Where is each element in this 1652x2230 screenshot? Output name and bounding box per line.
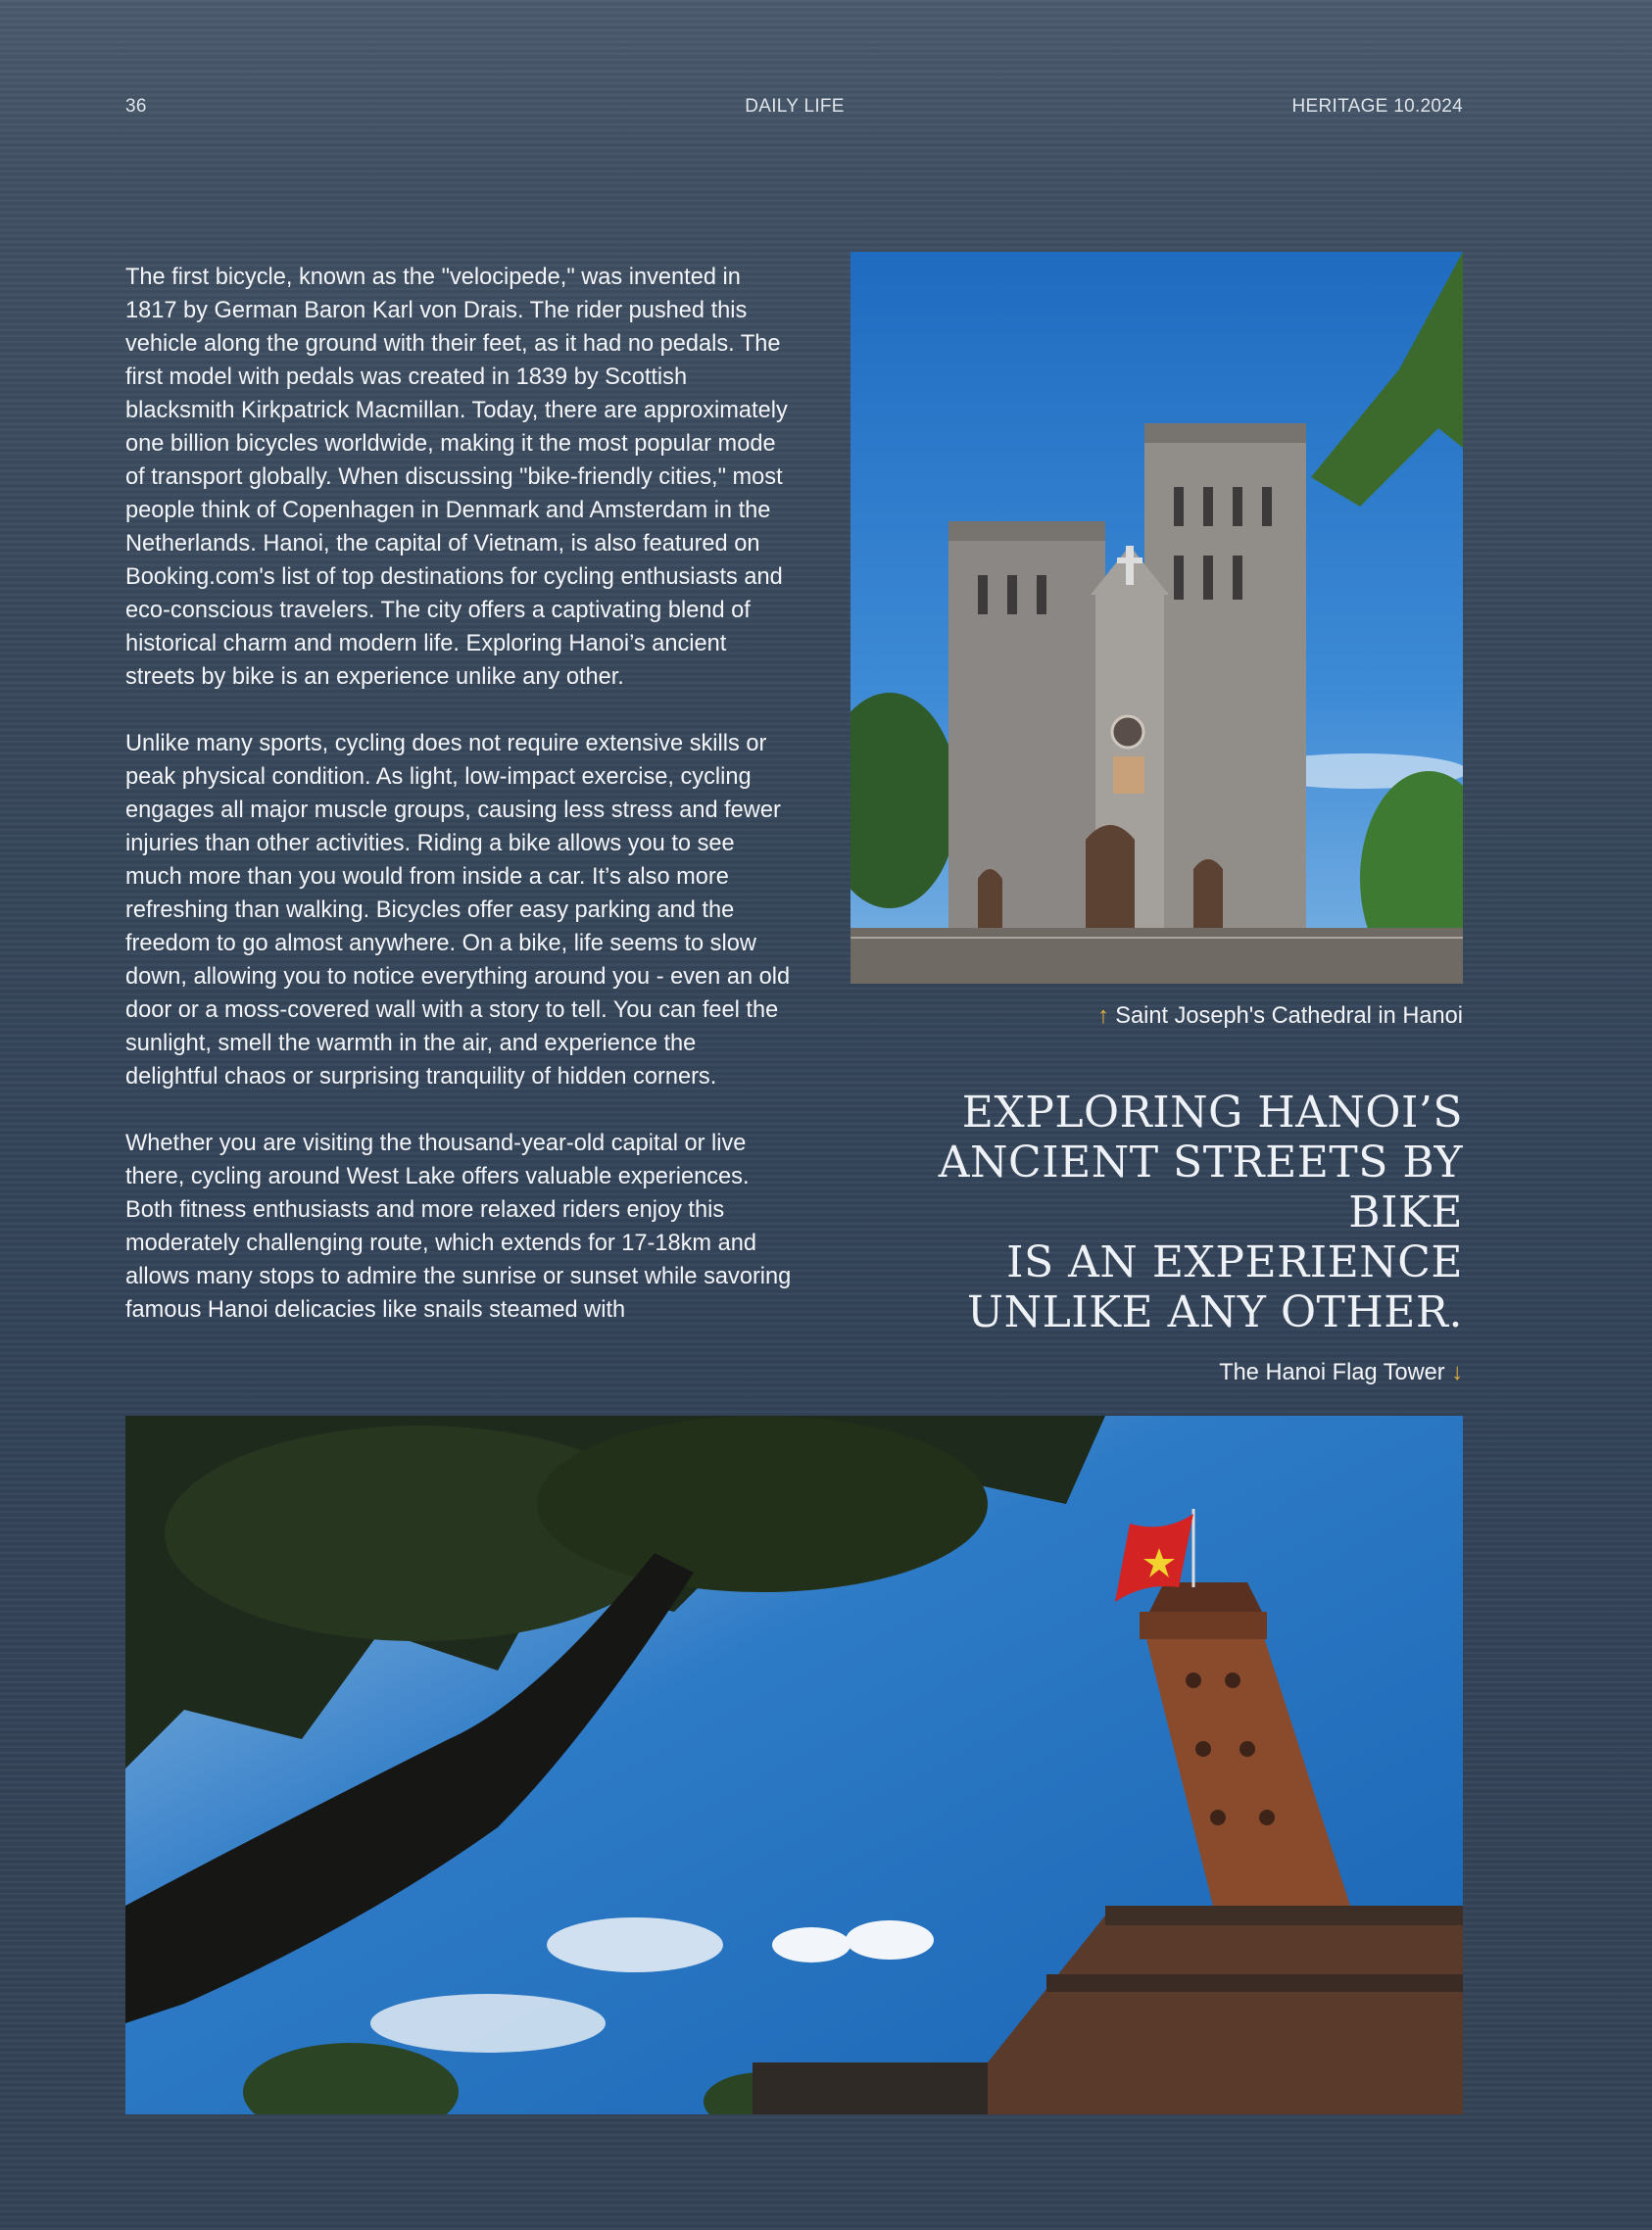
flag-tower-caption <box>1219 1360 1463 1386</box>
section-title: DAILY LIFE <box>745 96 845 117</box>
paragraph-3: Whether you are visiting the thousand-year-old capital or live there, cycling around West Lake offers valuable experiences. Both fitness enthusiasts and more relaxed riders enjoy this moderately challenging route, which extends for 17-18km and allows many stops to admire the sunrise or sunset while savoring famous Hanoi delicacies like snails steamed with <box>125 1131 792 1323</box>
issue-label: HERITAGE 10.2024 <box>1291 96 1463 117</box>
cathedral-caption-text: Saint Joseph's Cathedral in Hanoi <box>1115 1003 1463 1029</box>
flag-tower-caption-text: The Hanoi Flag Tower <box>1219 1360 1445 1385</box>
pull-quote-line: IS AN EXPERIENCE <box>1006 1237 1463 1287</box>
cathedral-caption <box>1097 1003 1463 1030</box>
pull-quote-line: UNLIKE ANY OTHER. <box>967 1287 1463 1337</box>
pull-quote-line: EXPLORING HANOI’S <box>961 1088 1463 1138</box>
pull-quote <box>855 1088 1463 1337</box>
cathedral-photo <box>850 252 1463 984</box>
page-number: 36 <box>125 96 147 117</box>
pull-quote-line: ANCIENT STREETS BY BIKE <box>938 1138 1463 1237</box>
article-body <box>125 261 792 1360</box>
arrow-down-icon: ↓ <box>1451 1360 1463 1385</box>
paragraph-1: The first bicycle, known as the "velocipede," was invented in 1817 by German Baron Karl von Drais. The rider pushed this vehicle along the ground with their feet, as it had no pedals. The first model with pedals was created in 1839 by Scottish blacksmith Kirkpatrick Macmillan. Today, there are approximately one billion bicycles worldwide, making it the most popular mode of transport globally. When discussing "bike-friendly cities," most people think of Copenhagen in Denmark and Amsterdam in the Netherlands. Hanoi, the capital of Vietnam, is also featured on Booking.com's list of top destinations for cycling enthusiasts and eco-conscious travelers. The city offers a captivating blend of historical charm and modern life. Exploring Hanoi’s ancient streets by bike is an experience unlike any other. <box>125 265 788 690</box>
arrow-up-icon: ↑ <box>1096 1003 1109 1029</box>
paragraph-2: Unlike many sports, cycling does not require extensive skills or peak physical condition. As light, low-impact exercise, cycling engages all major muscle groups, causing less stress and fewer injuries than other activities. Riding a bike allows you to see much more than you would from inside a car. It’s also more refreshing than walking. Bicycles offer easy parking and the freedom to go almost anywhere. On a bike, life seems to slow down, allowing you to notice everything around you - even an old door or a moss-covered wall with a story to tell. You can feel the sunlight, smell the warmth in the air, and experience the delightful chaos or surprising tranquility of hidden corners. <box>125 731 791 1090</box>
flag-tower-photo <box>125 1416 1463 2114</box>
